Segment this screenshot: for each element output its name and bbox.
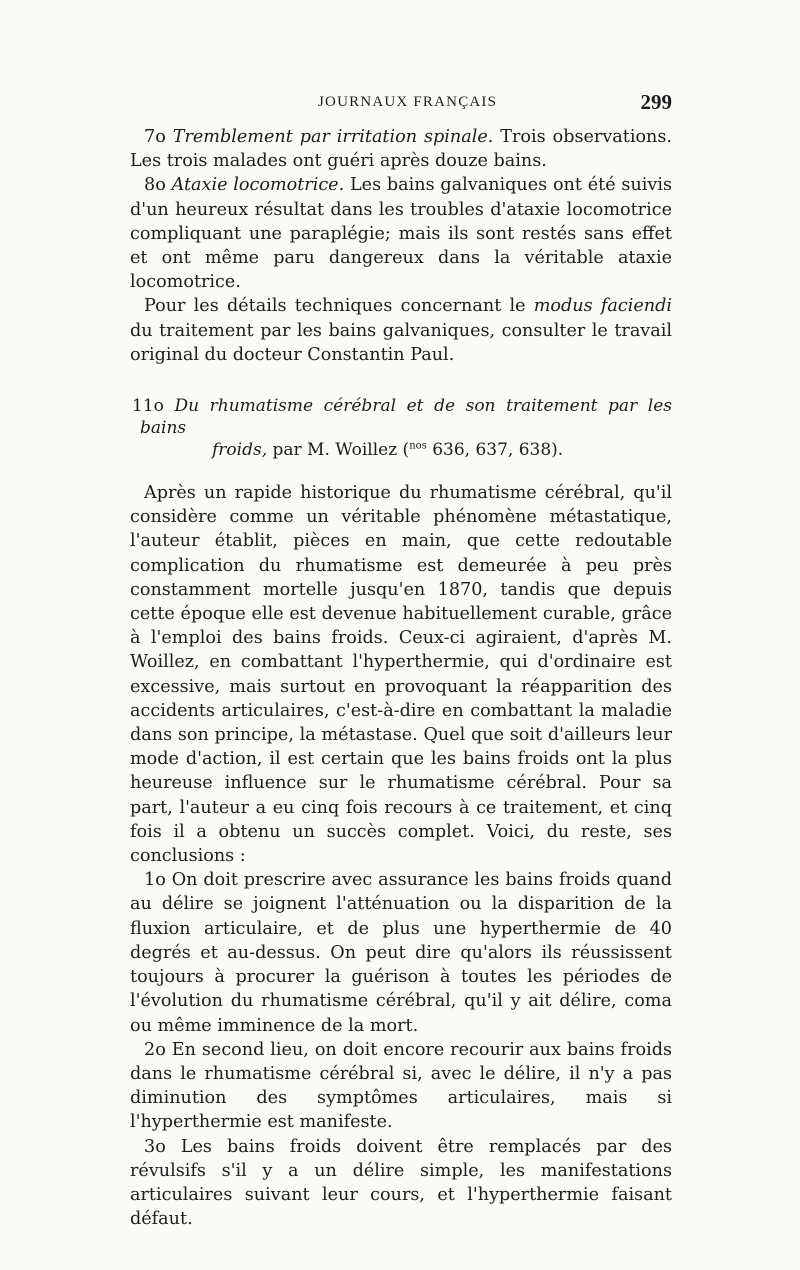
conclusion-number: 1o (144, 870, 166, 891)
page-header (130, 92, 672, 122)
paragraph-text: du traitement par les bains galvaniques, consulter le travail original du docteur Constantin Paul. (130, 320, 672, 365)
running-title: JOURNAUX FRANÇAIS (318, 94, 498, 110)
intro-paragraph: Après un rapide historique du rhumatisme cérébral, qu'il considère comme un véritable phénomène métastatique, l'auteur établit, pièces en main, que cette redoutable complication du rhumatisme est demeurée à peu près constamment mortelle jusqu'en 1870, tandis que depuis cette époque elle est devenue habituellement curable, grâce à l'emploi des bains froids. Ceux-ci agiraient, d'après M. Woillez, en combattant l'hyperthermie, qui d'ordinaire est excessive, mais surtout en provoquant la réapparition des accidents articulaires, c'est-à-dire en combattant la maladie dans son principe, la métastase. Quel que soit d'ailleurs leur mode d'action, il est certain que les bains froids ont la plus heureuse influence sur le rhumatisme cérébral. Pour sa part, l'auteur a eu cinq fois recours à ce traitement, et cinq fois il a obtenu un succès complet. Voici, du reste, ses conclusions : (130, 483, 672, 867)
paragraph-text: Pour les détails techniques concernant le (144, 296, 534, 317)
item-text: Trois observations. Les trois malades ont guéri après douze bains. (130, 127, 672, 172)
conclusion-3 (130, 1135, 672, 1232)
item-number: 7o (144, 127, 166, 147)
body-text (130, 125, 672, 1231)
item-text: Les bains galvaniques ont été suivis d'un heureux résultat dans les troubles d'ataxie locomotrice compliquant une paraplégie; mais ils sont restés sans effet et ont même paru dangereux dans la véritable ataxie locomotrice. (130, 175, 672, 293)
page-number: 299 (640, 90, 672, 114)
item-8-paragraph (130, 173, 672, 294)
modus-faciendi-paragraph (130, 294, 672, 367)
section-references: 636, 637, 638). (426, 440, 564, 461)
section-title-line1: Du rhumatisme cérébral et de son traitement par les bains (140, 396, 673, 439)
conclusion-text: On doit prescrire avec assurance les bains froids quand au délire se joignent l'atténuation ou la disparition de la fluxion articulaire, et de plus une hyperthermie de 40 degrés et au-dessus. On peut dire qu'alors ils réussissent toujours à procurer la guérison à toutes les périodes de l'évolution du rhumatisme cérébral, qu'il y ait délire, coma ou même imminence de la mort. (130, 870, 672, 1036)
item-7-paragraph (130, 125, 672, 173)
item-title: Ataxie locomotrice. (171, 175, 345, 196)
nos-superscript: nos (409, 440, 427, 452)
conclusion-1 (130, 868, 672, 1037)
item-title: Tremblement par irritation spinale. (172, 127, 494, 147)
conclusion-2 (130, 1038, 672, 1135)
conclusion-text: En second lieu, on doit encore recourir aux bains froids dans le rhumatisme cérébral si, avec le délire, il n'y a pas diminution des symptômes articulaires, mais si l'hyperthermie est manifeste. (130, 1039, 672, 1133)
section-title-line2: froids, (212, 440, 268, 461)
conclusion-text: Les bains froids doivent être remplacés par des révulsifs s'il y a un délire simple, les manifestations articulaires suivant leur cours, et l'hyperthermie faisant défaut. (130, 1136, 672, 1230)
conclusion-number: 3o (144, 1136, 166, 1157)
conclusion-number: 2o (144, 1039, 166, 1060)
section-number: 11o (132, 396, 164, 417)
section-author: par M. Woillez ( (267, 440, 410, 461)
italic-phrase: modus faciendi (533, 296, 672, 317)
section-heading (130, 395, 672, 461)
item-number: 8o (144, 175, 166, 196)
